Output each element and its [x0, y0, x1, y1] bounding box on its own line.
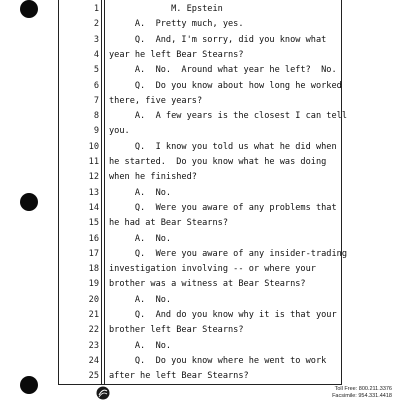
transcript-line	[59, 155, 341, 170]
line-number: 3	[93, 34, 99, 45]
line-text: Q. Do you know about how long he worked	[109, 80, 342, 91]
transcript-line	[59, 17, 341, 32]
line-number: 11	[88, 157, 99, 167]
line-text: A. No.	[109, 340, 172, 351]
line-text: after he left Bear Stearns?	[109, 371, 249, 382]
line-text: brother left Bear Stearns?	[109, 325, 244, 336]
line-text: Q. And do you know why it is that your	[109, 310, 337, 320]
line-text: M. Epstein	[109, 4, 223, 14]
line-text: A. A few years is the closest I can tell	[109, 111, 347, 122]
line-text: he had at Bear Stearns?	[109, 218, 228, 229]
contact-footer	[332, 386, 392, 400]
line-number: 16	[88, 233, 99, 244]
line-number: 13	[88, 187, 99, 198]
line-number: 15	[88, 218, 99, 229]
transcript-line	[59, 124, 341, 139]
line-text: when he finished?	[109, 172, 197, 183]
transcript-line	[59, 262, 341, 277]
transcript-line	[59, 232, 341, 247]
line-text: A. Pretty much, yes.	[109, 19, 244, 30]
transcript-line	[59, 201, 341, 216]
transcript-line	[59, 216, 341, 231]
line-text: A. No.	[109, 233, 172, 244]
line-text: A. No.	[109, 187, 172, 198]
transcript-line	[59, 323, 341, 338]
line-number: 6	[93, 80, 99, 91]
transcript-line	[59, 33, 341, 48]
line-text: Q. Do you know where he went to work	[109, 355, 327, 366]
transcript-line	[59, 339, 341, 354]
facsimile-number: Facsimile: 954.331.4418	[332, 393, 392, 399]
transcript-line	[59, 186, 341, 201]
line-number: 4	[93, 49, 99, 60]
line-number: 9	[93, 126, 99, 137]
line-number: 17	[88, 248, 99, 259]
transcript-line	[59, 63, 341, 78]
transcript-page	[58, 0, 347, 385]
transcript-line	[59, 2, 341, 17]
line-text: A. No.	[109, 294, 172, 305]
transcript-line	[59, 293, 341, 308]
line-number: 21	[88, 310, 99, 320]
line-text: you.	[109, 126, 130, 137]
line-text: Q. I know you told us what he did when	[109, 141, 337, 152]
transcript-line	[59, 277, 341, 292]
line-text: investigation involving -- or where your	[109, 264, 316, 275]
binder-hole-middle	[20, 193, 38, 211]
line-text: he started. Do you know what he was doing	[109, 157, 327, 167]
binder-hole-top	[20, 0, 38, 18]
line-number: 14	[88, 202, 99, 213]
line-number: 5	[93, 65, 99, 76]
transcript-line	[59, 354, 341, 369]
transcript-line	[59, 109, 347, 124]
line-number: 18	[88, 264, 99, 275]
line-number: 1	[93, 4, 99, 14]
transcript-line	[59, 94, 341, 109]
line-number: 24	[88, 355, 99, 366]
transcript-line	[59, 170, 341, 185]
binder-hole-bottom	[20, 376, 38, 394]
line-text: there, five years?	[109, 95, 203, 106]
line-number: 22	[88, 325, 99, 336]
line-number: 25	[88, 371, 99, 382]
line-number: 23	[88, 340, 99, 351]
line-text: A. No. Around what year he left? No.	[109, 65, 337, 76]
line-number: 7	[93, 95, 99, 106]
line-number: 8	[93, 111, 99, 122]
transcript-line	[59, 140, 341, 155]
transcript-line	[59, 369, 341, 384]
line-number: 2	[93, 19, 99, 30]
line-text: Q. Were you aware of any insider-trading	[109, 248, 347, 259]
transcript-line	[59, 308, 341, 323]
transcript-line	[59, 48, 341, 63]
reporter-logo-icon	[96, 386, 110, 400]
line-text: year he left Bear Stearns?	[109, 49, 244, 60]
line-number: 10	[88, 141, 99, 152]
line-number: 12	[88, 172, 99, 183]
transcript-line	[59, 79, 341, 94]
toll-free-number: Toll Free: 800.211.3376	[334, 386, 392, 392]
line-number: 19	[88, 279, 99, 290]
line-number: 20	[88, 294, 99, 305]
line-text: Q. And, I'm sorry, did you know what	[109, 34, 327, 45]
transcript-line	[59, 247, 347, 262]
line-text: brother was a witness at Bear Stearns?	[109, 279, 306, 290]
line-text: Q. Were you aware of any problems that	[109, 202, 337, 213]
